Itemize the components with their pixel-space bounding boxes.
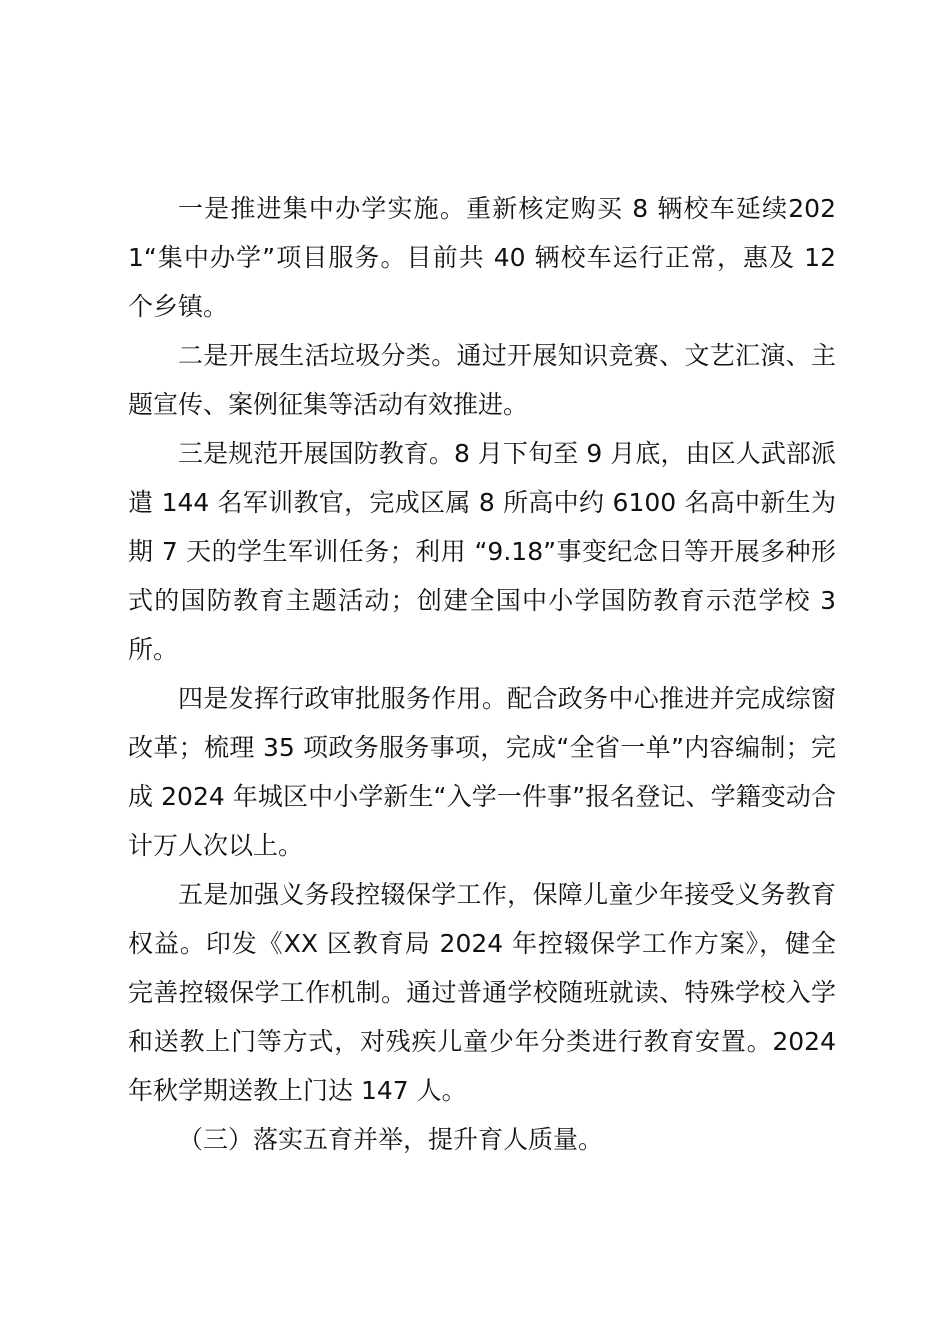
paragraph-dropout-control: 五是加强义务段控辍保学工作，保障儿童少年接受义务教育权益。印发《XX 区教育局 2024 年控辍保学工作方案》，健全完善控辍保学工作机制。通过普通学校随班就读、特殊学校入学和送教上门等方式，对残疾儿童少年分类进行教育安置。2024 年秋学期送教上门达 147 人。 (128, 880, 836, 1105)
paragraph-administrative-approval: 四是发挥行政审批服务作用。配合政务中心推进并完成综窗改革；梳理 35 项政务服务事项，完成“全省一单”内容编制；完成 2024 年城区中小学新生“入学一件事”报名登记、学籍变动合计万人次以上。 (128, 684, 836, 860)
section-heading-five-educations: （三）落实五育并举，提升育人质量。 (178, 1125, 604, 1154)
paragraph-garbage-sorting: 二是开展生活垃圾分类。通过开展知识竞赛、文艺汇演、主题宣传、案例征集等活动有效推进。 (128, 341, 836, 419)
document-body (128, 184, 836, 1164)
paragraph-centralized-schooling: 一是推进集中办学实施。重新核定购买 8 辆校车延续2021“集中办学”项目服务。目前共 40 辆校车运行正常，惠及 12 个乡镇。 (128, 194, 836, 321)
paragraph-national-defense-education: 三是规范开展国防教育。8 月下旬至 9 月底，由区人武部派遣 144 名军训教官，完成区属 8 所高中约 6100 名高中新生为期 7 天的学生军训任务；利用 “9.18”事变纪念日等开展多种形式的国防教育主题活动；创建全国中小学国防教育示范学校 3 所。 (128, 439, 836, 664)
